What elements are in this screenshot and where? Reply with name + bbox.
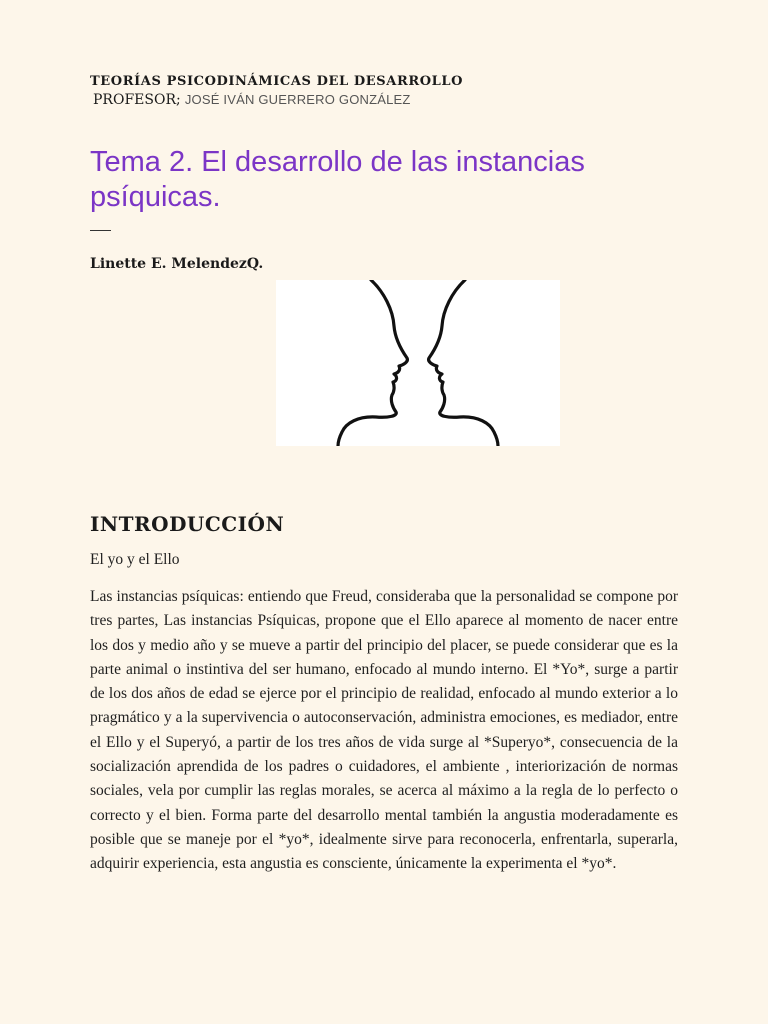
document-title: Tema 2. El desarrollo de las instancias psíquicas. [90, 146, 585, 213]
title-divider [90, 230, 111, 231]
section-heading: INTRODUCCIÓN [90, 512, 285, 536]
author-name: Linette E. MelendezQ. [90, 256, 264, 272]
course-title: TEORÍAS PSICODINÁMICAS DEL DESARROLLO [90, 74, 464, 89]
two-faces-profile-icon [276, 280, 560, 446]
professor-line [93, 92, 411, 108]
two-faces-illustration [276, 280, 560, 446]
professor-label: PROFESOR; [93, 92, 181, 108]
body-paragraph: Las instancias psíquicas: entiendo que Freud, consideraba que la personalidad se compone por tres partes, Las instancias Psíquicas, propone que el Ello aparece al momento de nacer entre los dos y medio año y se mueve a partir del principio del placer, se puede considerar que es la parte animal o instintiva del ser humano, enfocado al mundo interno. El *Yo*, surge a partir de los dos años de edad se ejerce por el principio de realidad, enfocado al mundo exterior a lo pragmático y a la supervivencia o autoconservación, administra emociones, es mediador, entre el Ello y el Superyó, a partir de los tres años de vida surge al *Superyo*, consecuencia de la socialización aprendida de los padres o cuidadores, el ambiente , interiorización de normas sociales, vela por cumplir las reglas morales, se acerca al máximo a la regla de lo perfecto o correcto y el bien. Forma parte del desarrollo mental también la angustia moderadamente es posible que se maneje por el *yo*, idealmente sirve para reconocerla, enfrentarla, superarla, adquirir experiencia, esta angustia es consciente, únicamente la experimenta el *yo*. [90, 588, 678, 873]
right-face-profile [429, 280, 498, 446]
section-subheading: El yo y el Ello [90, 551, 180, 568]
left-face-profile [338, 280, 407, 446]
professor-name: JOSÉ IVÁN GUERRERO GONZÁLEZ [184, 92, 411, 107]
